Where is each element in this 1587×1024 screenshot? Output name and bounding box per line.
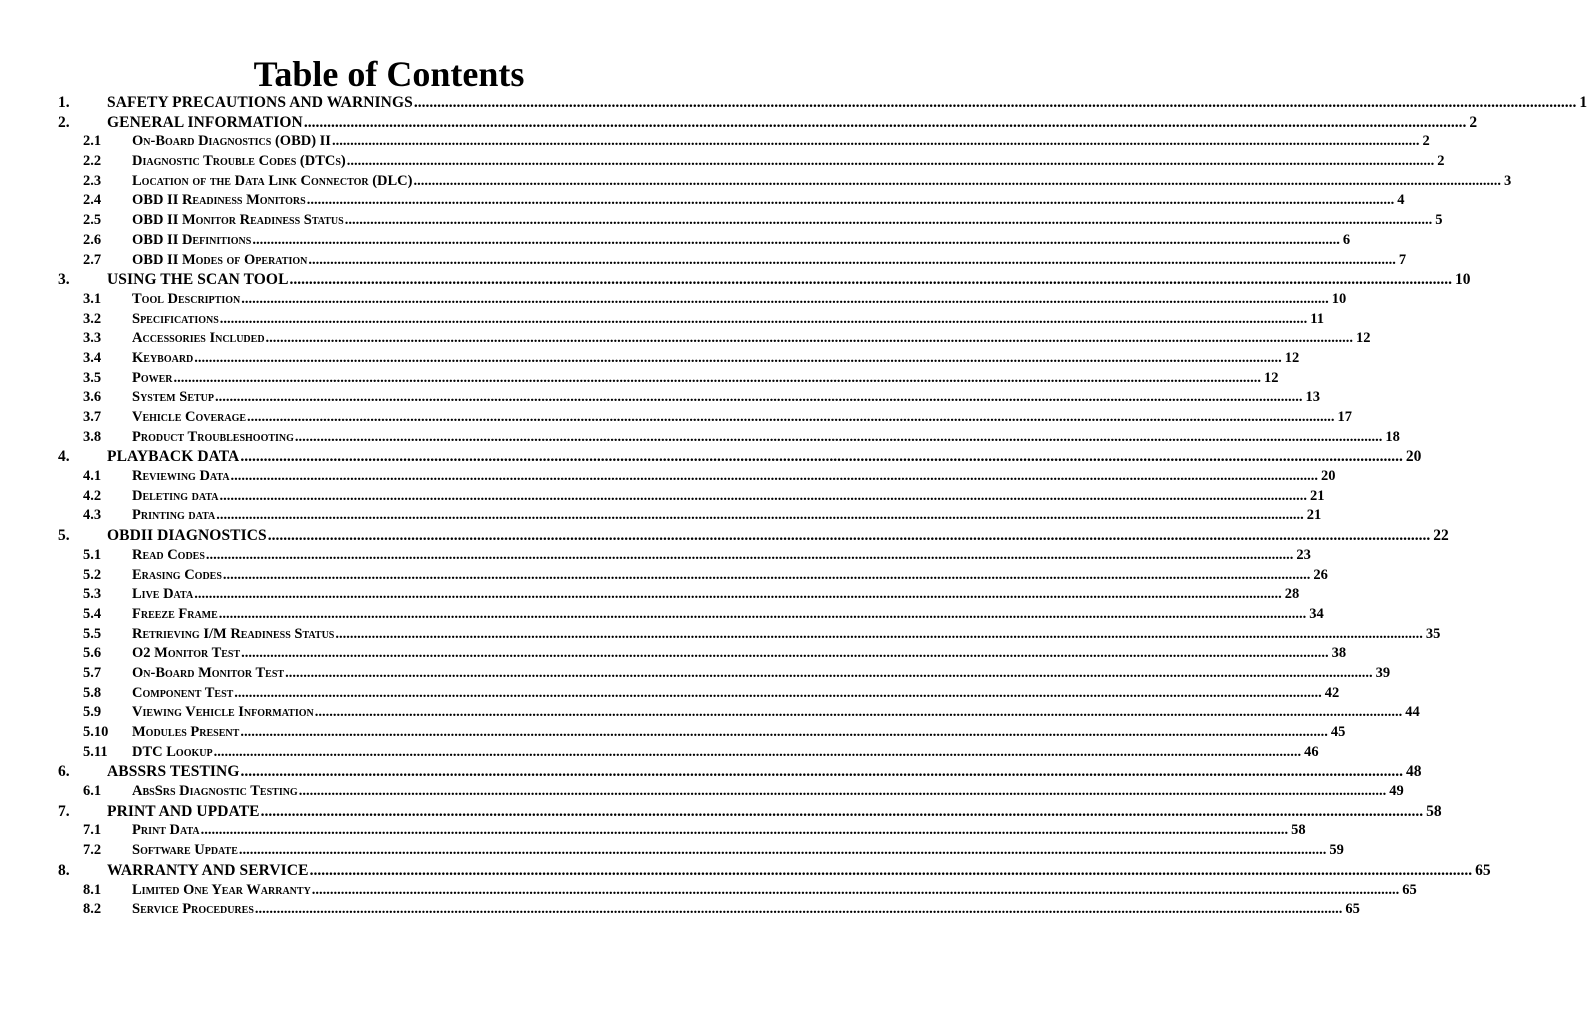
toc-entry-label: OBD II Modes of Operation [132,251,308,268]
toc-entry-label: Accessories Included [132,330,265,347]
toc-dot-leader: ............................................................................................................................................................................................................................................................................................................ [218,605,1307,622]
toc-entry-page: 65 [1345,901,1360,918]
toc-subsection-entry[interactable] [0,428,1400,448]
toc-entry-line [132,684,1340,704]
toc-subsection-entry[interactable] [0,172,1512,192]
toc-entry-number: 5.11 [83,743,108,760]
toc-entry-page: 48 [1406,763,1422,781]
toc-entry-line [107,270,1471,290]
toc-entry-line [132,388,1320,408]
toc-dot-leader: ............................................................................................................................................................................................................................................................................................................ [240,448,1403,466]
toc-dot-leader: ............................................................................................................................................................................................................................................................................................................ [173,369,1262,386]
toc-subsection-entry[interactable] [0,251,1407,271]
toc-dot-leader: ............................................................................................................................................................................................................................................................................................................ [252,231,1340,248]
toc-subsection-entry[interactable] [0,467,1336,487]
toc-entry-page: 6 [1342,231,1351,248]
toc-entry-line [132,290,1347,310]
toc-subsection-entry[interactable] [0,191,1405,211]
toc-entry-page: 38 [1331,645,1347,662]
toc-dot-leader: ............................................................................................................................................................................................................................................................................................................ [247,409,1335,425]
toc-entry-number: 2.5 [83,212,102,229]
toc-entry-number: 3.1 [83,290,102,307]
toc-dot-leader: ............................................................................................................................................................................................................................................................................................................ [241,290,1329,307]
toc-entry-label: OBD II Monitor Readiness Status [132,212,344,229]
toc-entry-page: 20 [1405,448,1422,466]
toc-entry-number: 2. [58,113,70,131]
toc-entry-label: Diagnostic Trouble Codes (DTCs) [132,153,346,170]
toc-entry-number: 7.1 [83,822,102,839]
toc-entry-label: SAFETY PRECAUTIONS AND WARNINGS [107,94,413,111]
toc-dot-leader: ............................................................................................................................................................................................................................................................................................................ [309,861,1473,879]
toc-entry-number: 2.3 [83,172,102,189]
toc-subsection-entry[interactable] [0,231,1351,251]
toc-entry-line [132,132,1430,152]
toc-entry-label: Tool Description [132,290,241,307]
toc-entry-page: 10 [1331,290,1347,307]
toc-entry-line [132,251,1407,271]
toc-dot-leader: ............................................................................................................................................................................................................................................................................................................ [311,881,1400,898]
toc-entry-line [132,703,1420,723]
toc-entry-page: 17 [1337,409,1353,425]
toc-entry-label: O2 Monitor Test [132,645,241,662]
toc-entry-number: 4. [58,448,70,466]
toc-subsection-entry[interactable] [0,487,1325,507]
toc-subsection-entry[interactable] [0,782,1404,802]
toc-entry-page: 44 [1405,704,1420,721]
toc-entry-number: 5.1 [83,546,102,563]
toc-entry-line [132,664,1391,684]
toc-entry-line [132,743,1319,763]
toc-subsection-entry[interactable] [0,723,1346,743]
toc-entry-number: 2.4 [83,192,102,209]
toc-entry-label: Freeze Frame [132,605,218,622]
toc-dot-leader: ............................................................................................................................................................................................................................................................................................................ [260,802,1424,820]
toc-entry-line [132,172,1512,192]
toc-subsection-entry[interactable] [0,408,1353,428]
toc-entry-page: 10 [1455,271,1471,289]
toc-entry-page: 3 [1503,172,1512,189]
toc-entry-page: 2 [1422,133,1430,150]
toc-entry-label: OBDII DIAGNOSTICS [107,527,267,545]
toc-entry-number: 3.2 [83,310,102,327]
toc-dot-leader: ............................................................................................................................................................................................................................................................................................................ [241,645,1329,662]
toc-entry-label: Power [132,369,173,386]
toc-entry-label: On-Board Diagnostics (OBD) II [132,133,331,150]
toc-entry-number: 2.2 [83,153,102,170]
toc-subsection-entry[interactable] [0,211,1443,231]
toc-entry-number: 3.5 [83,369,102,386]
toc-entry-line [132,644,1347,664]
toc-subsection-entry[interactable] [0,625,1441,645]
toc-entry-line [107,762,1422,782]
toc-entry-line [132,546,1311,566]
toc-entry-number: 2.7 [83,251,102,268]
toc-dot-leader: ............................................................................................................................................................................................................................................................................................................ [294,428,1383,445]
toc-entry-line [132,821,1306,841]
toc-entry-page: 23 [1296,546,1311,563]
toc-entry-number: 5.8 [83,684,102,701]
toc-subsection-entry[interactable] [0,841,1344,861]
toc-entry-page: 58 [1291,822,1306,839]
toc-dot-leader: ............................................................................................................................................................................................................................................................................................................ [234,684,1322,701]
toc-entry-page: 26 [1313,566,1328,583]
toc-entry-number: 3.4 [83,349,102,366]
toc-subsection-entry[interactable] [0,388,1320,408]
toc-entry-line [132,467,1336,487]
toc-entry-number: 4.3 [83,507,102,524]
toc-section-entry[interactable] [0,113,1478,133]
toc-entry-label: System Setup [132,389,214,406]
toc-entry-line [107,802,1442,822]
toc-entry-page: 5 [1435,212,1443,229]
toc-dot-leader: ............................................................................................................................................................................................................................................................................................................ [240,763,1403,781]
toc-entry-page: 65 [1402,881,1417,898]
toc-dot-leader: ............................................................................................................................................................................................................................................................................................................ [215,389,1303,406]
toc-entry-label: Print Data [132,822,200,839]
toc-entry-number: 2.1 [83,133,102,150]
toc-dot-leader: ............................................................................................................................................................................................................................................................................................................ [194,349,1282,366]
toc-dot-leader: ............................................................................................................................................................................................................................................................................................................ [240,724,1328,740]
toc-entry-label: Retrieving I/M Readiness Status [132,625,335,642]
toc-entry-number: 8.1 [83,881,102,898]
toc-entry-number: 5.5 [83,625,102,642]
toc-entry-label: On-Board Monitor Test [132,664,285,681]
toc-subsection-entry[interactable] [0,290,1347,310]
toc-subsection-entry[interactable] [0,132,1430,152]
toc-subsection-entry[interactable] [0,349,1300,369]
toc-section-entry[interactable] [0,93,1587,113]
toc-entry-label: Modules Present [132,724,240,740]
toc-subsection-entry[interactable] [0,310,1324,330]
toc-entry-page: 20 [1321,468,1336,485]
toc-subsection-entry[interactable] [0,821,1306,841]
toc-entry-label: Product Troubleshooting [132,428,294,445]
toc-entry-page: 2 [1437,153,1445,170]
toc-entry-number: 6.1 [83,783,102,800]
toc-dot-leader: ............................................................................................................................................................................................................................................................................................................ [238,842,1327,859]
toc-entry-page: 11 [1310,310,1324,327]
toc-entry-line [132,369,1279,389]
toc-dot-leader: ............................................................................................................................................................................................................................................................................................................ [335,625,1423,642]
toc-subsection-entry[interactable] [0,881,1417,901]
toc-entry-page: 1 [1579,94,1587,111]
toc-entry-page: 35 [1425,625,1441,642]
toc-entry-number: 5.4 [83,605,102,622]
toc-entry-line [132,723,1346,743]
toc-entry-line [132,349,1300,369]
toc-entry-page: 59 [1329,842,1344,859]
toc-dot-leader: ............................................................................................................................................................................................................................................................................................................ [200,822,1289,839]
toc-entry-label: Printing data [132,507,216,524]
toc-section-entry[interactable] [0,802,1442,822]
toc-entry-label: DTC Lookup [132,743,213,760]
toc-dot-leader: ............................................................................................................................................................................................................................................................................................................ [216,507,1304,524]
toc-dot-leader: ............................................................................................................................................................................................................................................................................................................ [285,664,1373,681]
toc-entry-label: Viewing Vehicle Information [132,704,314,721]
toc-section-entry[interactable] [0,526,1449,546]
toc-dot-leader: ............................................................................................................................................................................................................................................................................................................ [267,527,1431,545]
toc-entry-number: 5.10 [83,724,109,740]
toc-entry-number: 5.9 [83,704,102,721]
toc-entry-label: USING THE SCAN TOOL [107,271,289,289]
toc-entry-page: 21 [1310,487,1325,504]
toc-entry-line [132,625,1441,645]
toc-entry-page: 22 [1433,527,1449,545]
toc-dot-leader: ............................................................................................................................................................................................................................................................................................................ [219,310,1308,327]
toc-entry-label: PRINT AND UPDATE [107,802,260,820]
toc-entry-page: 18 [1385,428,1400,445]
toc-subsection-entry[interactable] [0,684,1340,704]
toc-entry-line [132,231,1351,251]
toc-dot-leader: ............................................................................................................................................................................................................................................................................................................ [331,133,1420,150]
toc-entry-page: 21 [1306,507,1322,524]
toc-subsection-entry[interactable] [0,152,1445,172]
toc-entry-label: Service Procedures [132,901,254,918]
toc-dot-leader: ............................................................................................................................................................................................................................................................................................................ [413,172,1501,189]
toc-entry-number: 5.2 [83,566,102,583]
toc-subsection-entry[interactable] [0,644,1347,664]
toc-subsection-entry[interactable] [0,546,1311,566]
toc-dot-leader: ............................................................................................................................................................................................................................................................................................................ [194,586,1282,603]
toc-entry-label: Live Data [132,586,194,603]
toc-dot-leader: ............................................................................................................................................................................................................................................................................................................ [314,704,1403,721]
toc-dot-leader: ............................................................................................................................................................................................................................................................................................................ [308,251,1396,268]
toc-dot-leader: ............................................................................................................................................................................................................................................................................................................ [213,743,1302,760]
toc-entry-number: 3.7 [83,409,102,425]
toc-entry-line [132,782,1404,802]
toc-entry-line [107,861,1491,881]
toc-entry-page: 13 [1305,389,1320,406]
toc-dot-leader: ............................................................................................................................................................................................................................................................................................................ [222,566,1311,583]
toc-section-entry[interactable] [0,270,1471,290]
toc-dot-leader: ............................................................................................................................................................................................................................................................................................................ [289,271,1453,289]
toc-entry-label: Reviewing Data [132,468,230,485]
toc-entry-number: 5.7 [83,664,102,681]
toc-entry-page: 12 [1284,349,1300,366]
toc-entry-line [132,506,1322,526]
toc-entry-number: 1. [58,94,70,111]
toc-entry-number: 7. [58,802,70,820]
toc-entry-page: 2 [1469,113,1478,131]
toc-entry-page: 58 [1426,802,1442,820]
toc-entry-line [132,881,1417,901]
toc-entry-number: 3.3 [83,330,102,347]
toc-entry-line [132,900,1360,920]
toc-subsection-entry[interactable] [0,900,1360,920]
toc-dot-leader: ............................................................................................................................................................................................................................................................................................................ [265,330,1354,347]
toc-entry-line [132,841,1344,861]
toc-entry-number: 2.6 [83,231,102,248]
toc-dot-leader: ............................................................................................................................................................................................................................................................................................................ [298,783,1387,800]
toc-entry-number: 8. [58,861,70,879]
toc-entry-line [107,447,1422,467]
toc-entry-line [107,113,1478,133]
toc-entry-line [132,310,1324,330]
toc-subsection-entry[interactable] [0,585,1300,605]
toc-dot-leader: ............................................................................................................................................................................................................................................................................................................ [303,113,1467,131]
toc-entry-line [132,191,1405,211]
toc-entry-line [132,329,1371,349]
toc-section-entry[interactable] [0,861,1491,881]
toc-entry-label: PLAYBACK DATA [107,448,240,466]
toc-entry-label: Component Test [132,684,234,701]
toc-entry-number: 5. [58,527,70,545]
toc-entry-page: 12 [1264,369,1279,386]
toc-entry-line [132,585,1300,605]
toc-dot-leader: ............................................................................................................................................................................................................................................................................................................ [306,192,1395,209]
toc-entry-label: ABSSRS TESTING [107,763,240,781]
toc-entry-label: Vehicle Coverage [132,409,247,425]
toc-entry-line [132,408,1353,428]
toc-dot-leader: ............................................................................................................................................................................................................................................................................................................ [413,94,1577,111]
toc-section-entry[interactable] [0,762,1422,782]
toc-subsection-entry[interactable] [0,566,1328,586]
toc-subsection-entry[interactable] [0,743,1319,763]
toc-entry-page: 28 [1284,586,1300,603]
toc-entry-number: 7.2 [83,842,102,859]
toc-entry-label: Specifications [132,310,219,327]
toc-dot-leader: ............................................................................................................................................................................................................................................................................................................ [230,468,1319,485]
toc-subsection-entry[interactable] [0,329,1371,349]
toc-entry-page: 12 [1356,330,1371,347]
toc-entry-page: 39 [1375,664,1391,681]
toc-entry-label: Keyboard [132,349,194,366]
toc-entry-label: GENERAL INFORMATION [107,113,303,131]
toc-dot-leader: ............................................................................................................................................................................................................................................................................................................ [205,546,1294,563]
toc-entry-page: 49 [1389,783,1404,800]
toc-dot-leader: ............................................................................................................................................................................................................................................................................................................ [346,153,1435,170]
toc-subsection-entry[interactable] [0,369,1279,389]
toc-entry-line [132,487,1325,507]
toc-entry-page: 42 [1324,684,1340,701]
toc-dot-leader: ............................................................................................................................................................................................................................................................................................................ [344,212,1433,229]
toc-section-entry[interactable] [0,447,1422,467]
toc-entry-number: 6. [58,763,70,781]
toc-entry-page: 34 [1309,605,1324,622]
toc-entry-label: Read Codes [132,546,205,563]
toc-entry-label: AbsSrs Diagnostic Testing [132,783,298,800]
toc-entry-number: 5.3 [83,586,102,603]
toc-entry-line [107,93,1587,113]
toc-subsection-entry[interactable] [0,506,1322,526]
toc-entry-label: Erasing Codes [132,566,222,583]
toc-subsection-entry[interactable] [0,605,1324,625]
toc-entry-label: Location of the Data Link Connector (DLC) [132,172,413,189]
toc-entry-label: Deleting data [132,487,219,504]
toc-entry-number: 3. [58,271,70,289]
toc-entry-label: Limited One Year Warranty [132,881,311,898]
toc-entry-page: 65 [1475,861,1491,879]
toc-entry-number: 4.2 [83,487,102,504]
toc-subsection-entry[interactable] [0,664,1391,684]
toc-entry-page: 4 [1397,192,1405,209]
toc-entry-line [132,152,1445,172]
toc-entry-label: OBD II Definitions [132,231,252,248]
toc-entry-page: 45 [1330,724,1346,740]
toc-entry-line [107,526,1449,546]
toc-entry-number: 8.2 [83,901,102,918]
toc-entry-number: 3.8 [83,428,102,445]
toc-subsection-entry[interactable] [0,703,1420,723]
page-title: Table of Contents [253,54,525,94]
toc-entry-label: OBD II Readiness Monitors [132,192,306,209]
toc-entry-page: 7 [1398,251,1407,268]
toc-entry-number: 4.1 [83,468,102,485]
table-of-contents [0,93,1587,920]
toc-entry-page: 46 [1304,743,1319,760]
toc-entry-number: 5.6 [83,645,102,662]
toc-entry-label: WARRANTY AND SERVICE [107,861,309,879]
toc-entry-line [132,566,1328,586]
toc-entry-number: 3.6 [83,389,102,406]
toc-entry-line [132,605,1324,625]
toc-dot-leader: ............................................................................................................................................................................................................................................................................................................ [254,901,1343,918]
toc-entry-label: Software Update [132,842,238,859]
toc-entry-line [132,211,1443,231]
toc-entry-line [132,428,1400,448]
toc-dot-leader: ............................................................................................................................................................................................................................................................................................................ [219,487,1308,504]
